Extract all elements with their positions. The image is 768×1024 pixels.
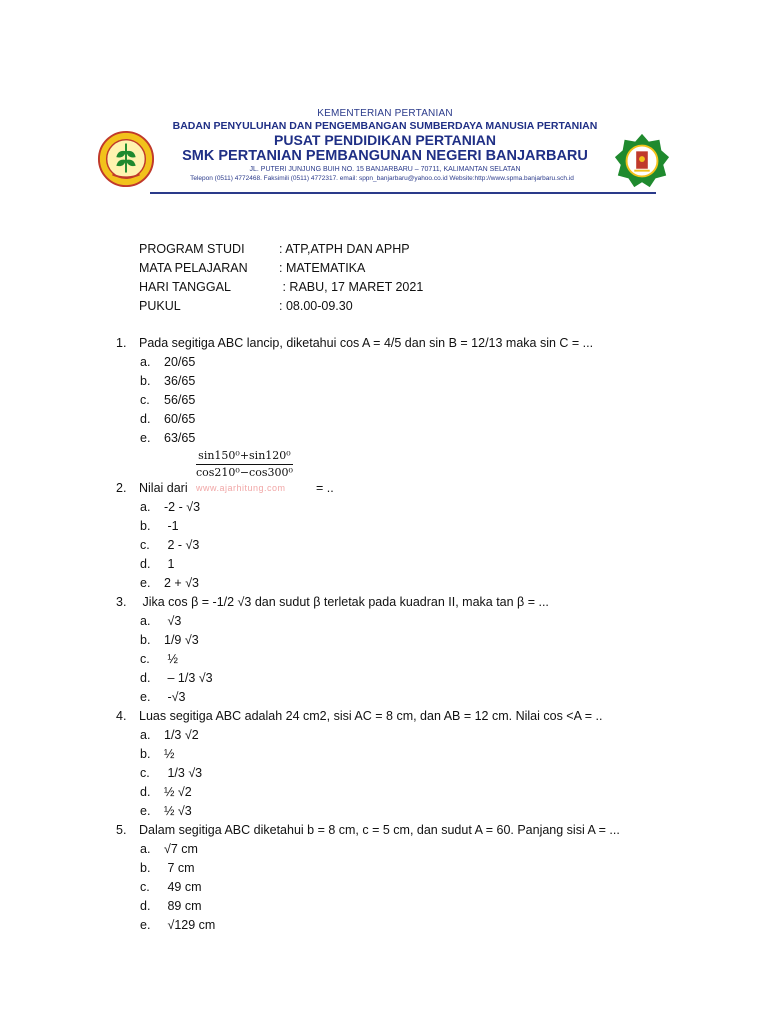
- info-label: HARI TANGGAL: [139, 280, 231, 294]
- watermark: www.ajarhitung.com: [196, 483, 286, 493]
- info-label: PROGRAM STUDI: [139, 242, 245, 256]
- question-3: [116, 593, 620, 707]
- option-letter: c.: [140, 880, 150, 894]
- fraction-denominator: cos210⁰−cos300⁰: [196, 466, 293, 479]
- option-text: 60/65: [164, 412, 196, 426]
- option: [140, 688, 620, 707]
- question-text: Jika cos β = -1/2 √3 dan sudut β terletak pada kuadran II, maka tan β = ...: [139, 595, 549, 609]
- option-text: 7 cm: [164, 861, 195, 875]
- question-text: Pada segitiga ABC lancip, diketahui cos A = 4/5 dan sin B = 12/13 maka sin C = ...: [139, 336, 594, 350]
- option-letter: e.: [140, 576, 151, 590]
- option-letter: b.: [140, 374, 151, 388]
- option-letter: a.: [140, 728, 151, 742]
- option-letter: e.: [140, 918, 151, 932]
- option-text: -√3: [164, 690, 186, 704]
- option-letter: e.: [140, 804, 151, 818]
- center-name: PUSAT PENDIDIKAN PERTANIAN: [274, 132, 496, 148]
- option-text: 49 cm: [164, 880, 202, 894]
- info-value: : RABU, 17 MARET 2021: [279, 280, 424, 294]
- option-letter: b.: [140, 861, 151, 875]
- province-emblem-icon: [613, 132, 671, 190]
- fraction-numerator: sin150⁰+sin120⁰: [196, 448, 293, 465]
- option-letter: a.: [140, 614, 151, 628]
- option-letter: a.: [140, 500, 151, 514]
- option: [140, 555, 620, 574]
- info-row: [139, 240, 423, 259]
- option-text: 56/65: [164, 393, 196, 407]
- question-number: 3.: [116, 595, 127, 609]
- option: [140, 650, 620, 669]
- option: [140, 859, 620, 878]
- option: [140, 878, 620, 897]
- option: [140, 802, 620, 821]
- option-text: 1/9 √3: [164, 633, 199, 647]
- option-text: 1/3 √3: [164, 766, 203, 780]
- option-text: √129 cm: [164, 918, 216, 932]
- option-letter: a.: [140, 355, 151, 369]
- question-1: [116, 334, 620, 448]
- question-5: [116, 821, 620, 935]
- info-value: : 08.00-09.30: [279, 299, 353, 313]
- question-number: 2.: [116, 481, 127, 495]
- option: [140, 429, 620, 448]
- option: [140, 669, 620, 688]
- fraction-expression: [116, 448, 620, 479]
- agency-name: BADAN PENYULUHAN DAN PENGEMBANGAN SUMBERDAYA MANUSIA PERTANIAN: [172, 120, 598, 132]
- option-text: ½ √3: [164, 804, 192, 818]
- option: [140, 916, 620, 935]
- option-text: 89 cm: [164, 899, 202, 913]
- option: [140, 410, 620, 429]
- school-name: SMK PERTANIAN PEMBANGUNAN NEGERI BANJARBARU: [182, 148, 588, 164]
- letterhead-text: [155, 108, 615, 183]
- option-text: ½ √2: [164, 785, 192, 799]
- option-letter: b.: [140, 519, 151, 533]
- option-letter: b.: [140, 747, 151, 761]
- option-text: – 1/3 √3: [164, 671, 213, 685]
- option: [140, 764, 620, 783]
- question-number: 4.: [116, 709, 127, 723]
- option-letter: d.: [140, 557, 151, 571]
- option-letter: c.: [140, 766, 150, 780]
- question-text: Dalam segitiga ABC diketahui b = 8 cm, c = 5 cm, dan sudut A = 60. Panjang sisi A = ...: [139, 823, 620, 837]
- option: [140, 897, 620, 916]
- option-text: √7 cm: [164, 842, 198, 856]
- option-text: 2 + √3: [164, 576, 200, 590]
- option-letter: e.: [140, 431, 151, 445]
- option-letter: b.: [140, 633, 151, 647]
- info-label: PUKUL: [139, 299, 181, 313]
- option: [140, 612, 620, 631]
- option: [140, 517, 620, 536]
- letterhead: [95, 108, 675, 198]
- school-contact: Telepon (0511) 4772468. Faksimili (0511) 4772317. email: sppn_banjarbaru@yahoo.co.id Website:http://www.spma.banjarbaru.sch.id: [190, 175, 574, 182]
- school-address: JL. PUTERI JUNJUNG BUIH NO. 15 BANJARBARU – 70711, KALIMANTAN SELATAN: [249, 166, 521, 173]
- exam-info: [139, 240, 423, 316]
- option: [140, 745, 620, 764]
- ministry-name: KEMENTERIAN PERTANIAN: [317, 108, 453, 119]
- option-text: 36/65: [164, 374, 196, 388]
- option-text: 1/3 √2: [164, 728, 199, 742]
- question-number: 1.: [116, 336, 127, 350]
- question-text-after: = ..: [316, 481, 334, 495]
- option: [140, 840, 620, 859]
- info-value: : MATEMATIKA: [279, 261, 366, 275]
- option-letter: d.: [140, 785, 151, 799]
- option-letter: c.: [140, 393, 150, 407]
- info-value: : ATP,ATPH DAN APHP: [279, 242, 410, 256]
- question-4: [116, 707, 620, 821]
- option-text: 63/65: [164, 431, 196, 445]
- option-letter: c.: [140, 538, 150, 552]
- option: [140, 372, 620, 391]
- option-letter: e.: [140, 690, 151, 704]
- ministry-logo-icon: [97, 130, 155, 188]
- option: [140, 783, 620, 802]
- option-text: -1: [164, 519, 179, 533]
- option: [140, 353, 620, 372]
- option-text: 1: [164, 557, 175, 571]
- option: [140, 726, 620, 745]
- option: [140, 574, 620, 593]
- info-label: MATA PELAJARAN: [139, 261, 248, 275]
- option: [140, 498, 620, 517]
- option: [140, 631, 620, 650]
- option-letter: c.: [140, 652, 150, 666]
- option-letter: d.: [140, 899, 151, 913]
- fraction: [196, 448, 293, 480]
- option-text: 2 - √3: [164, 538, 200, 552]
- option: [140, 536, 620, 555]
- question-text-before: Nilai dari: [139, 481, 188, 495]
- option-text: ½: [164, 747, 175, 761]
- option-text: ½: [164, 652, 178, 666]
- option-letter: d.: [140, 671, 151, 685]
- info-row: [139, 259, 423, 278]
- option-letter: a.: [140, 842, 151, 856]
- letterhead-divider: [150, 192, 656, 194]
- option-text: 20/65: [164, 355, 196, 369]
- option: [140, 391, 620, 410]
- option-text: √3: [164, 614, 182, 628]
- info-row: [139, 278, 423, 297]
- option-letter: d.: [140, 412, 151, 426]
- question-text: Luas segitiga ABC adalah 24 cm2, sisi AC = 8 cm, dan AB = 12 cm. Nilai cos <A = ..: [139, 709, 603, 723]
- option-text: -2 - √3: [164, 500, 201, 514]
- question-number: 5.: [116, 823, 127, 837]
- info-row: [139, 297, 423, 316]
- question-list: [116, 334, 620, 935]
- question-2: [116, 448, 620, 593]
